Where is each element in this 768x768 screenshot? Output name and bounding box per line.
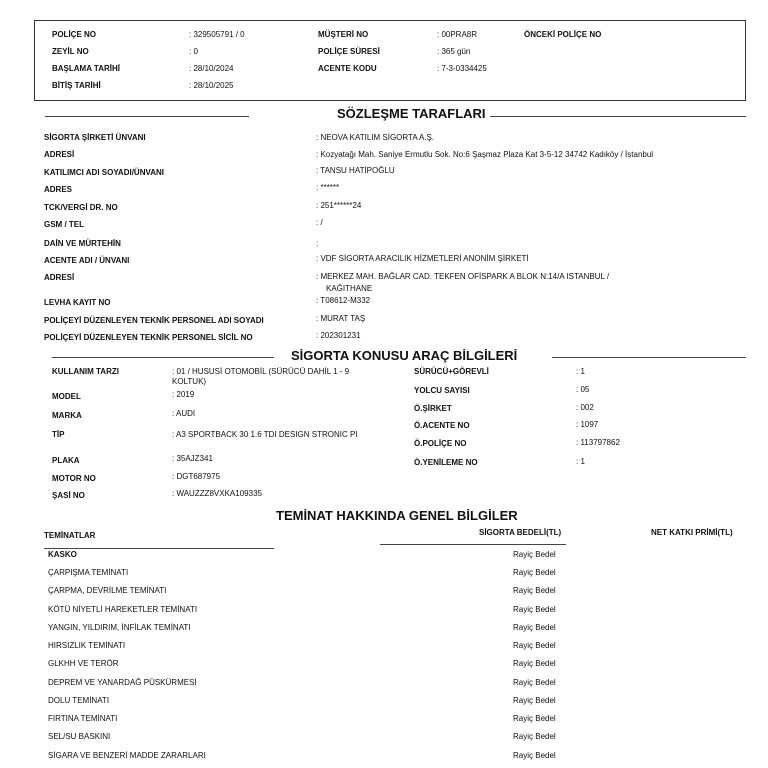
vehicle-label: MARKA [52, 411, 82, 420]
policy-no-value: : 329505791 / 0 [189, 30, 245, 39]
endorsement-no-value: : 0 [189, 47, 198, 56]
party-label: ACENTE ADI / ÜNVANI [44, 256, 130, 265]
usage-type-value: : 01 / HUSUSİ OTOMOBİL (SÜRÜCÜ DAHİL 1 - 9 KOLTUK) [172, 367, 350, 386]
divider-right [490, 116, 746, 117]
coverage-value: Rayiç Bedel [513, 550, 556, 559]
customer-no-label: MÜŞTERİ NO [318, 30, 369, 39]
coverage-name: DOLU TEMİNATI [48, 696, 110, 705]
policy-duration-label: POLİÇE SÜRESİ [318, 47, 380, 56]
vehicle-label: Ö.YENİLEME NO [414, 458, 478, 467]
coverage-value: Rayiç Bedel [513, 714, 556, 723]
vehicle-value: : 113797862 [576, 438, 620, 447]
kasko-underline [44, 548, 274, 549]
party-value: : 251******24 [316, 201, 362, 210]
party-value: : ****** [316, 183, 340, 192]
vehicle-value: : 002 [576, 403, 594, 412]
vehicle-value: : WAUZZZ8VXKA109335 [172, 489, 262, 498]
party-value: : TANSU HATİPOĞLU [316, 166, 395, 175]
vehicle-label: Ö.POLİÇE NO [414, 439, 467, 448]
coverage-name: SİGARA VE BENZERİ MADDE ZARARLARI [48, 751, 206, 760]
coverage-name: GLKHH VE TERÖR [48, 659, 119, 668]
start-date-value: : 28/10/2024 [189, 64, 234, 73]
party-value: : / [316, 218, 323, 227]
coverage-value: Rayiç Bedel [513, 751, 556, 760]
party-value: : [316, 239, 319, 248]
agency-code-value: : 7-3-0334425 [437, 64, 487, 73]
coverage-name: FIRTINA TEMİNATI [48, 714, 118, 723]
party-value: : T08612-M332 [316, 296, 371, 305]
policy-header-box [34, 20, 746, 101]
vehicle-value: : 1 [576, 457, 585, 466]
coverage-col-header: SİGORTA BEDELİ(TL) [479, 528, 562, 537]
vehicle-value: : 35AJZ341 [172, 454, 213, 463]
vehicle-label: Ö.ACENTE NO [414, 421, 470, 430]
divider-right [552, 357, 746, 358]
endorsement-no-label: ZEYİL NO [52, 47, 89, 56]
policy-duration-value: : 365 gün [437, 47, 471, 56]
vehicle-label: MOTOR NO [52, 474, 96, 483]
agency-code-label: ACENTE KODU [318, 64, 377, 73]
vehicle-value: : 1 [576, 367, 585, 376]
policy-no-label: POLİÇE NO [52, 30, 97, 39]
vehicle-label: Ö.ŞİRKET [414, 404, 452, 413]
party-label: ADRESİ [44, 150, 75, 159]
coverage-value: Rayiç Bedel [513, 568, 556, 577]
start-date-label: BAŞLAMA TARİHİ [52, 64, 120, 73]
vehicle-label: KULLANIM TARZI [52, 367, 119, 376]
end-date-label: BİTİŞ TARİHİ [52, 81, 101, 90]
vehicle-type-value: : A3 SPORTBACK 30 1.6 TDI DESIGN STRONIC PI [172, 430, 358, 439]
party-label: DAİN VE MÜRTEHİN [44, 239, 121, 248]
vehicle-value: : 05 [576, 385, 590, 394]
coverage-value: Rayiç Bedel [513, 586, 556, 595]
coverage-value: Rayiç Bedel [513, 623, 556, 632]
party-value: : NEOVA KATILIM SİGORTA A.Ş. [316, 133, 435, 142]
coverage-name: YANGIN, YILDIRIM, İNFİLAK TEMİNATI [48, 623, 191, 632]
coverage-col-header: NET KATKI PRİMİ(TL) [651, 528, 733, 537]
vehicle-value: : 1097 [576, 420, 599, 429]
coverage-name: ÇARPMA, DEVRİLME TEMİNATI [48, 586, 167, 595]
party-value: : 202301231 [316, 331, 361, 340]
vehicle-label: ŞASİ NO [52, 491, 85, 500]
party-label: KATILIMCI ADI SOYADI/ÜNVANI [44, 168, 165, 177]
vehicle-label: YOLCU SAYISI [414, 386, 470, 395]
party-label: GSM / TEL [44, 220, 84, 229]
coverage-title: TEMİNAT HAKKINDA GENEL BİLGİLER [276, 508, 518, 523]
coverage-name: ÇARPIŞMA TEMİNATI [48, 568, 129, 577]
party-label: LEVHA KAYIT NO [44, 298, 111, 307]
coverage-value: Rayiç Bedel [513, 641, 556, 650]
coverage-name: KÖTÜ NİYETLİ HAREKETLER TEMİNATI [48, 605, 198, 614]
coverage-value: Rayiç Bedel [513, 678, 556, 687]
coverage-value: Rayiç Bedel [513, 696, 556, 705]
coverage-name: DEPREM VE YANARDAĞ PÜSKÜRMESİ [48, 678, 197, 687]
party-value-continued: KAĞITHANE [326, 284, 373, 293]
divider-left [52, 357, 274, 358]
party-label: POLİÇEYİ DÜZENLEYEN TEKNİK PERSONEL ADI SOYADI [44, 316, 264, 325]
vehicle-label: PLAKA [52, 456, 80, 465]
coverage-name: KASKO [48, 550, 77, 559]
coverage-name: SEL/SU BASKINI [48, 732, 111, 741]
column-underline [380, 544, 566, 545]
parties-title: SÖZLEŞME TARAFLARI [337, 106, 486, 121]
divider-left [45, 116, 249, 117]
coverage-value: Rayiç Bedel [513, 605, 556, 614]
party-label: POLİÇEYİ DÜZENLEYEN TEKNİK PERSONEL SİCİL NO [44, 333, 253, 342]
previous-policy-label: ÖNCEKİ POLİÇE NO [524, 30, 602, 39]
vehicle-value: : AUDI [172, 409, 196, 418]
coverage-col-header: TEMİNATLAR [44, 531, 96, 540]
vehicle-label: SÜRÜCÜ+GÖREVLİ [414, 367, 489, 376]
party-label: ADRESİ [44, 273, 75, 282]
vehicle-value: : DGT687975 [172, 472, 221, 481]
vehicle-value: : 2019 [172, 390, 195, 399]
vehicle-label: MODEL [52, 392, 81, 401]
party-value: : Kozyatağı Mah. Saniye Ermutlu Sok. No:6 Şaşmaz Plaza Kat 3-5-12 34742 Kadıköy / İstanbul [316, 150, 654, 159]
coverage-value: Rayiç Bedel [513, 659, 556, 668]
party-value: : VDF SİGORTA ARACILIK HİZMETLERİ ANONİM ŞİRKETİ [316, 254, 529, 263]
party-label: ADRES [44, 185, 73, 194]
vehicle-label: TİP [52, 430, 65, 439]
vehicle-title: SİGORTA KONUSU ARAÇ BİLGİLERİ [291, 348, 518, 363]
party-value: : MURAT TAŞ [316, 314, 366, 323]
coverage-name: HIRSIZLIK TEMİNATI [48, 641, 126, 650]
coverage-value: Rayiç Bedel [513, 732, 556, 741]
end-date-value: : 28/10/2025 [189, 81, 234, 90]
party-label: TCK/VERGİ DR. NO [44, 203, 118, 212]
party-value: : MERKEZ MAH. BAĞLAR CAD. TEKFEN OFİSPARK A BLOK N:14/A ISTANBUL / [316, 272, 610, 281]
customer-no-value: : 00PRA8R [437, 30, 478, 39]
party-label: SİGORTA ŞİRKETİ ÜNVANI [44, 133, 146, 142]
